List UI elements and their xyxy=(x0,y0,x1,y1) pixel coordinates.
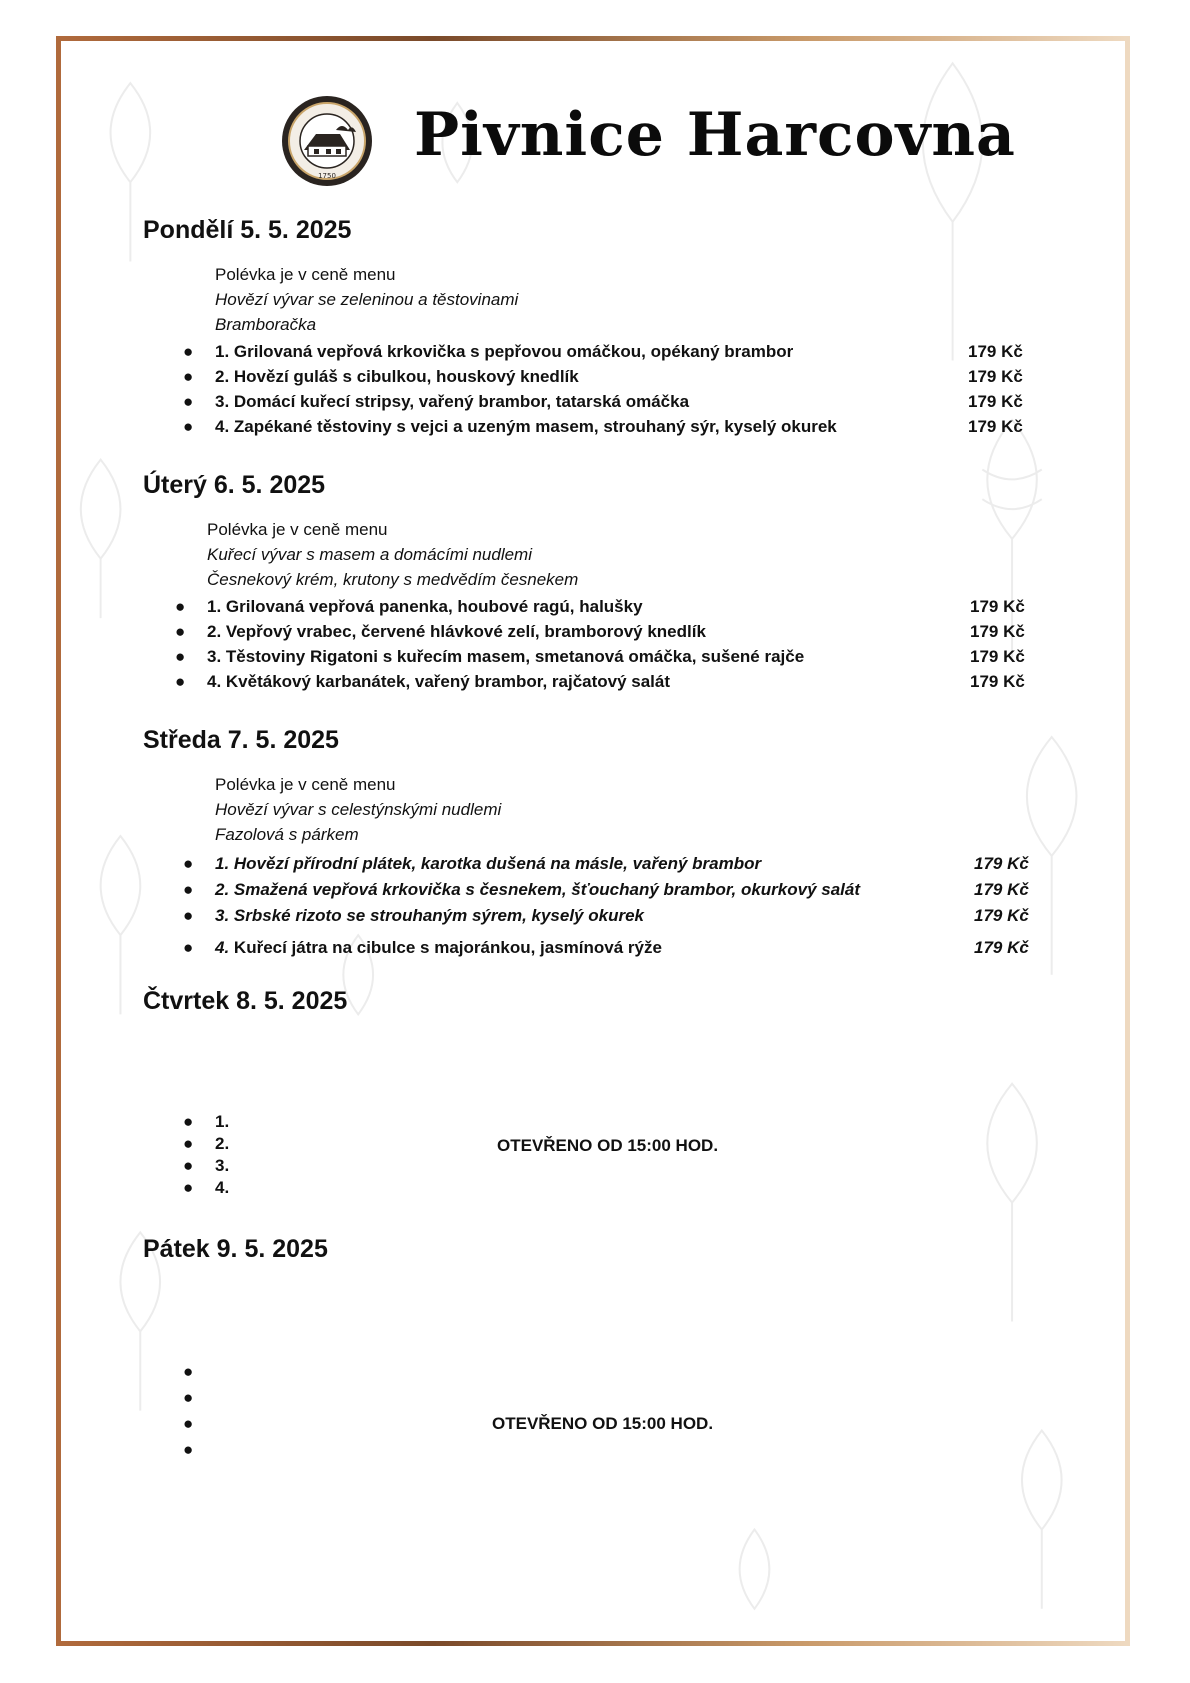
dish-name: 4. xyxy=(215,1178,230,1197)
dish-number: 4. xyxy=(215,938,230,957)
dish-price: 179 Kč xyxy=(970,622,1025,641)
dish-name: 2. Hovězí guláš s cibulkou, houskový knedlík xyxy=(215,367,579,386)
dish-name xyxy=(215,938,662,958)
day-heading-monday: Pondělí 5. 5. 2025 xyxy=(143,216,352,244)
dish-name: 1. xyxy=(215,1112,230,1131)
dish-price: 179 Kč xyxy=(974,854,1029,873)
dish-price: 179 Kč xyxy=(968,367,1023,386)
bullet: ● xyxy=(183,1414,194,1433)
dish-name: 1. Hovězí přírodní plátek, karotka dušená na másle, vařený brambor xyxy=(215,854,762,873)
dish-name: 3. xyxy=(215,1156,230,1175)
dish-price: 179 Kč xyxy=(970,597,1025,616)
soup-item: Česnekový krém, krutony s medvědím česnekem xyxy=(207,570,579,589)
harcovna-logo-icon xyxy=(280,94,374,188)
dish-text: Kuřecí játra na cibulce s majoránkou, jasmínová rýže xyxy=(233,938,662,957)
svg-text:1750: 1750 xyxy=(318,172,336,180)
dish-price: 179 Kč xyxy=(970,672,1025,691)
soup-note: Polévka je v ceně menu xyxy=(207,520,388,539)
dish-name: 1. Grilovaná vepřová panenka, houbové ragú, halušky xyxy=(207,597,643,616)
bullet: ● xyxy=(183,1156,194,1175)
day-heading-friday: Pátek 9. 5. 2025 xyxy=(143,1235,328,1263)
bullet: ● xyxy=(183,906,194,925)
day-heading-tuesday: Úterý 6. 5. 2025 xyxy=(143,471,326,499)
dish-name: 3. Srbské rizoto se strouhaným sýrem, kyselý okurek xyxy=(215,906,644,925)
dish-price: 179 Kč xyxy=(974,938,1029,957)
soup-item: Hovězí vývar se zeleninou a těstovinami xyxy=(215,290,519,309)
soup-item: Bramboračka xyxy=(215,315,317,334)
bullet: ● xyxy=(183,854,194,873)
dish-name: 2. xyxy=(215,1134,230,1153)
dish-price: 179 Kč xyxy=(968,392,1023,411)
bullet: ● xyxy=(183,367,194,386)
dish-name: 3. Těstoviny Rigatoni s kuřecím masem, smetanová omáčka, sušené rajče xyxy=(207,647,805,666)
bullet: ● xyxy=(175,647,186,666)
dish-name: 2. Smažená vepřová krkovička s česnekem, šťouchaný brambor, okurkový salát xyxy=(215,880,861,899)
soup-item: Fazolová s párkem xyxy=(215,825,359,844)
bullet: ● xyxy=(183,342,194,361)
bullet: ● xyxy=(183,1440,194,1459)
dish-price: 179 Kč xyxy=(974,880,1029,899)
bullet: ● xyxy=(175,597,186,616)
bullet: ● xyxy=(183,1388,194,1407)
day-heading-thursday: Čtvrtek 8. 5. 2025 xyxy=(143,987,348,1015)
dish-price: 179 Kč xyxy=(970,647,1025,666)
closed-note-friday: OTEVŘENO OD 15:00 HOD. xyxy=(492,1414,714,1433)
soup-block-tuesday xyxy=(207,517,578,592)
bullet: ● xyxy=(183,938,194,957)
bullet: ● xyxy=(175,622,186,641)
soup-block-wednesday xyxy=(215,772,501,847)
dish-name: 1. Grilovaná vepřová krkovička s pepřovou omáčkou, opékaný brambor xyxy=(215,342,794,361)
bullet: ● xyxy=(183,1112,194,1131)
bullet: ● xyxy=(175,672,186,691)
soup-item: Kuřecí vývar s masem a domácími nudlemi xyxy=(207,545,532,564)
dish-price: 179 Kč xyxy=(968,417,1023,436)
dish-price: 179 Kč xyxy=(974,906,1029,925)
dish-name: 4. Květákový karbanátek, vařený brambor, rajčatový salát xyxy=(207,672,671,691)
bullet: ● xyxy=(183,392,194,411)
day-heading-wednesday: Středa 7. 5. 2025 xyxy=(143,726,339,754)
dish-name: 4. Zapékané těstoviny s vejci a uzeným masem, strouhaný sýr, kyselý okurek xyxy=(215,417,837,436)
dish-name: 3. Domácí kuřecí stripsy, vařený brambor, tatarská omáčka xyxy=(215,392,690,411)
dish-price: 179 Kč xyxy=(968,342,1023,361)
soup-item: Hovězí vývar s celestýnskými nudlemi xyxy=(215,800,502,819)
bullet: ● xyxy=(183,417,194,436)
soup-note: Polévka je v ceně menu xyxy=(215,265,396,284)
soup-note: Polévka je v ceně menu xyxy=(215,775,396,794)
bullet: ● xyxy=(183,1134,194,1153)
soup-block-monday xyxy=(215,262,518,337)
dish-name: 2. Vepřový vrabec, červené hlávkové zelí, bramborový knedlík xyxy=(207,622,706,641)
bullet: ● xyxy=(183,880,194,899)
closed-note-thursday: OTEVŘENO OD 15:00 HOD. xyxy=(497,1136,719,1155)
page-title: Pivnice Harcovna xyxy=(414,100,1016,170)
bullet: ● xyxy=(183,1178,194,1197)
bullet: ● xyxy=(183,1362,194,1381)
